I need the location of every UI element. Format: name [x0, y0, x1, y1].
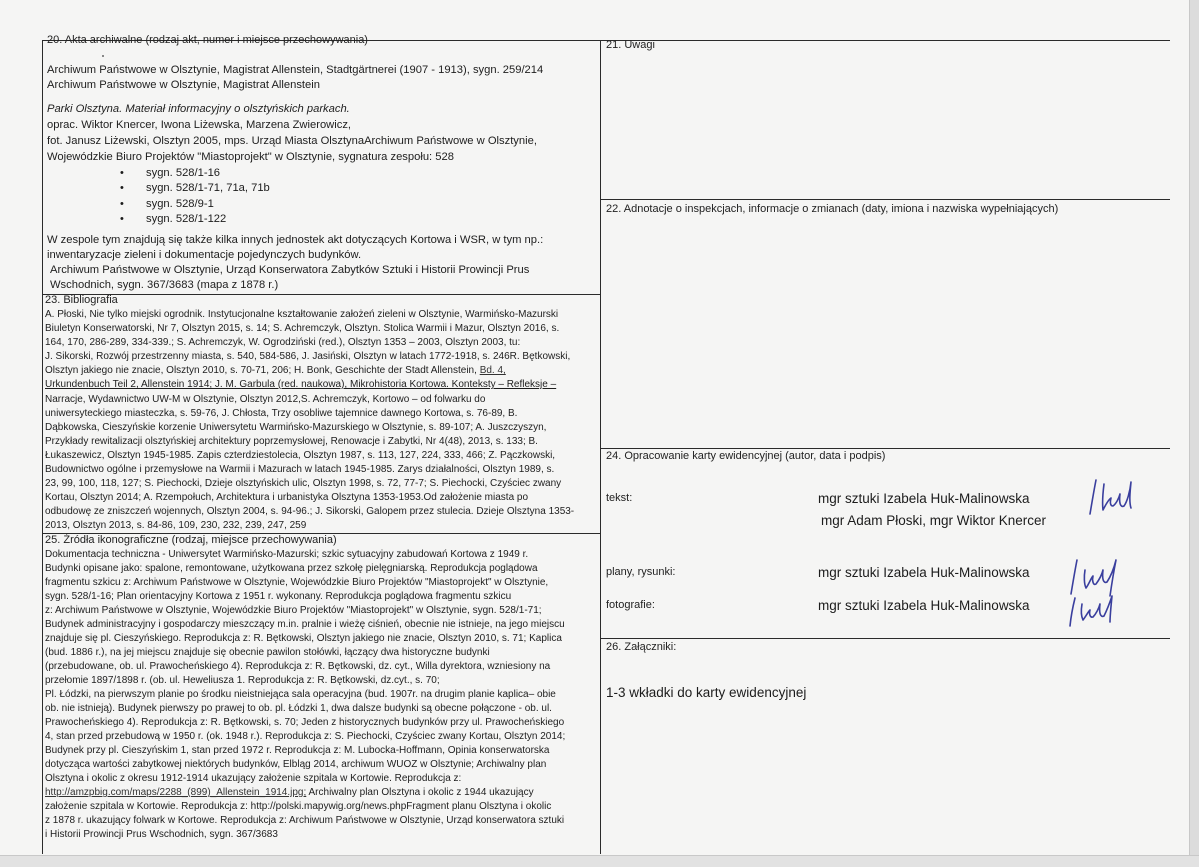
bibliography-line: Urkundenbuch Teil 2, Allenstein 1914; J. M. Garbula (red. naukowa), Mikrohistoria Kortowa. Konteksty – Refleksje – — [45, 379, 557, 390]
bibliography-line: uniwersyteckiego miasteczka, s. 59-76, J. Chłosta, Trzy osobliwe tajemnice dawnego Kortowa, s. 76-89, B. — [45, 408, 518, 419]
archive-tail-line-1: W zespole tym znajdują się także kilka innych jednostek akt dotyczących Kortowa i WSR, w tym np.: — [47, 234, 544, 246]
iconography-line: założenie szpitala w Kortowie. Reprodukcja z: http://polski.mapywig.org/news.phpFragment planu Olsztyna i okolic — [45, 801, 552, 812]
bibliography-line: odbudowę ze zniszczeń wojennych, Olsztyn 2004, s. 94-96.; J. Sikorski, Galopem przez stulecia. Dzieje Olsztyna 1353- — [45, 506, 575, 517]
signature-text — [1086, 476, 1136, 522]
iconography-line: Budynek administracyjny i gospodarczy mieszczący m.in. pralnie i wieżę ciśnień, obecnie nie istnieje, na jego miejscu — [45, 619, 565, 630]
iconography-line: Budynek przy pl. Cieszyńskim 1, stan przed 1972 r. Reprodukcja z: M. Lubocka-Hoffmann, Opinia konserwatorska — [45, 745, 550, 756]
iconography-line: Pl. Łódzki, na pierwszym planie po środku nieistniejąca sala operacyjna (bud. 1907r. na drugim planie kaplica– obie — [45, 689, 556, 700]
iconography-line: i Historii Prowincji Prus Wschodnich, sygn. 367/3683 — [45, 829, 278, 840]
section-21-header: 21. Uwagi — [606, 39, 655, 51]
bibliography-line: 164, 170, 286-289, 334-339.; S. Achremczyk, W. Ogrodziński (red.), Olsztyn 1353 – 2003, Olsztyn 2003, tu: — [45, 337, 521, 348]
scan-edge-right — [1189, 0, 1199, 866]
iconography-line: z 1878 r. ukazujący folwark w Kortowe. Reprodukcja z: Archiwum Państwowe w Olsztynie, Urząd konserwatora sztuki — [45, 815, 565, 826]
divider-22-24 — [600, 448, 1170, 449]
list-item: • sygn. 528/9-1 — [120, 197, 270, 212]
left-frame-line — [42, 40, 43, 854]
iconography-line: z: Archiwum Państwowe w Olsztynie, Wojewódzkie Biuro Projektów "Miastoprojekt" w Olsztynie, sygn. 528/1-71; — [45, 605, 542, 616]
bibliography-line — [45, 364, 506, 377]
archive-tail-line-2: inwentaryzacje zieleni i dokumentacje pojedynczych budynków. — [47, 249, 362, 261]
signature-photos — [1066, 592, 1118, 632]
bibliography-line: 2013, Olsztyn 2013, s. 84-86, 109, 230, 232, 239, 247, 259 — [45, 520, 307, 531]
bibliography-underlined-ref: Bd. 4, — [479, 365, 506, 376]
publication-line-2: fot. Janusz Liżewski, Olsztyn 2005, mps. Urząd Miasta OlsztynaArchiwum Państwowe w Olsztynie, — [47, 135, 537, 147]
list-item: • sygn. 528/1-71, 71a, 71b — [120, 181, 270, 196]
bibliography-line: Kortau, Olsztyn 2014; A. Rzempołuch, Architektura i urbanistyka Olsztyna 1353-1953.Od założenie miasta po — [45, 492, 529, 503]
iconography-line: Dokumentacja techniczna - Uniwersytet Warmińsko-Mazurski; szkic sytuacyjny zabudowań Kortowa z 1949 r. — [45, 549, 529, 560]
list-item: • sygn. 528/1-122 — [120, 212, 270, 227]
iconography-line: przełomie 1897/1898 r. (ob. ul. Heweliusza 1. Reprodukcja z: R. Bętkowski, dz.cyt., s. 70; — [45, 675, 440, 686]
iconography-line: sygn. 528/1-16; Plan orientacyjny Kortowa z 1951 r. wykonany. Reprodukcja poglądowa fragmentu szkicu — [45, 591, 512, 602]
section-22-header: 22. Adnotacje o inspekcjach, informacje o zmianach (daty, imiona i nazwiska wypełniających) — [606, 203, 1059, 215]
iconography-line: ob. nie istnieją). Budynek pierwszy po prawej to ob. pl. Łódzki 1, dwa dalsze budynki są obecne połączone - ob. ul. — [45, 703, 552, 714]
scan-edge-bottom — [0, 855, 1199, 867]
section-23-header: 23. Bibliografia — [45, 294, 118, 306]
bibliography-line: A. Płoski, Nie tylko miejski ogrodnik. Instytucjonalne kształtowanie założeń zieleni w Olsztynie, Warmińsko-Mazurski — [45, 309, 559, 320]
iconography-line: Budynki opisane jako: spalone, remontowane, użytkowana przez szkołę pielęgniarską. Reprodukcja poglądowa — [45, 563, 538, 574]
archive-line-2: Archiwum Państwowe w Olsztynie, Magistrat Allenstein — [47, 79, 320, 91]
archive-tail-line-4: Wschodnich, sygn. 367/3683 (mapa z 1878 r.) — [50, 279, 279, 291]
publication-title: Parki Olsztyna. Materiał informacyjny o olsztyńskich parkach. — [47, 103, 350, 115]
iconography-line: dotycząca wartości zabytkowej niektórych budynków, Elbląg 2014, archiwum WUOZ w Olsztynie; Archiwalny plan — [45, 759, 547, 770]
bibliography-line: J. Sikorski, Rozwój przestrzenny miasta, s. 540, 584-586, J. Jasiński, Olsztyn w latach 1772-1918, s. 246R. Bętkowski, — [45, 351, 571, 362]
iconography-line: fragmentu szkicu z: Archiwum Państwowe w Olsztynie, Wojewódzkie Biuro Projektów "Miastoprojekt" w Olsztynie, — [45, 577, 549, 588]
archive-tail-line-3: Archiwum Państwowe w Olsztynie, Urząd Konserwatora Zabytków Sztuki i Historii Prowincji Prus — [50, 264, 530, 276]
photos-label: fotografie: — [606, 599, 655, 611]
section-24-header: 24. Opracowanie karty ewidencyjnej (autor, data i podpis) — [606, 450, 886, 462]
iconography-line: (przebudowane, ob. ul. Prawocheńskiego 4). Reprodukcja z: R. Bętkowski, dz. cyt., Willa dyrektora, wzniesiony na — [45, 661, 551, 672]
section-25-title: 25. Źródła ikonograficzne — [45, 534, 169, 546]
iconography-line: 4, stan przed przebudową w 1950 r. (ok. 1948 r.). Reprodukcja z: S. Piechocki, Czyściec zwany Kortau, Olsztyn 2014; — [45, 731, 566, 742]
section-25-subtitle: (rodzaj, miejsce przechowywania) — [171, 534, 337, 546]
archive-line-1: Archiwum Państwowe w Olsztynie, Magistrat Allenstein, Stadtgärtnerei (1907 - 1913), sygn. 259/214 — [47, 64, 544, 76]
bibliography-text: Olsztyn jakiego nie znacie, Olsztyn 2010, s. 70-71, 206; H. Bonk, Geschichte der Stadt Allenstein, — [45, 365, 477, 376]
attachments-text: 1-3 wkładki do karty ewidencyjnej — [606, 685, 807, 700]
text-label: tekst: — [606, 492, 633, 504]
publication-line-1: oprac. Wiktor Knercer, Iwona Liżewska, Marzena Zwierowicz, — [47, 119, 352, 131]
bibliography-line: Łukaszewicz, Olsztyn 1945-1985. Zapis czterdziestolecia, Olsztyn 1987, s. 113, 127, 224, 333, 466; Z. Pączkowski, — [45, 450, 556, 461]
divider-21-22 — [600, 199, 1170, 200]
iconography-line: znajduje się pl. Cieszyńskiego. Reprodukcja z: R. Bętkowski, Olsztyn jakiego nie znacie, Olsztyn 2010, s. 71; Kaplica — [45, 633, 562, 644]
plans-label: plany, rysunki: — [606, 566, 676, 578]
section-25-header — [45, 534, 337, 547]
map-link[interactable]: http://amzpbig.com/maps/2288_(899)_Allenstein_1914.jpg; — [45, 787, 307, 798]
publication-line-3: Wojewódzkie Biuro Projektów "Miastoprojekt" w Olsztynie, sygnatura zespołu: 528 — [47, 151, 454, 163]
bibliography-line: 23, 99, 100, 118, 127; S. Piechocki, Dzieje olsztyńskich ulic, Olsztyn 1998, s. 72, 77-7; S. Piechocki, Czyściec zwany — [45, 478, 562, 489]
center-divider — [600, 40, 601, 854]
divider-24-26 — [600, 638, 1170, 639]
text-author-1: mgr sztuki Izabela Huk-Malinowska — [818, 491, 1030, 506]
iconography-line: Olsztyna i okolic z okresu 1912-1914 ukazujący założenie szpitala w Kortowie. Reprodukcja z: — [45, 773, 462, 784]
iconography-line: Prawocheńskiego 4). Reprodukcja z: R. Bętkowski, s. 70; Jeden z historycznych budynków przy ul. Prawocheńskiego — [45, 717, 565, 728]
bibliography-line: Dąbkowska, Cieszyńskie korzenie Uniwersytetu Warmińsko-Mazurskiego w Olsztynie, s. 89-107; A. Juszczyszyn, — [45, 422, 547, 433]
list-item: • sygn. 528/1-16 — [120, 166, 270, 181]
text-author-2: mgr Adam Płoski, mgr Wiktor Knercer — [821, 513, 1047, 528]
photos-author: mgr sztuki Izabela Huk-Malinowska — [818, 598, 1030, 613]
section-20-header: 20. Akta archiwalne (rodzaj akt, numer i miejsce przechowywania) — [47, 34, 368, 46]
bibliography-line: Budownictwo ogólne i przemysłowe na Warmii i Mazurach w latach 1945-1985. Zarys działalności, Olsztyn 1989, s. — [45, 464, 555, 475]
bibliography-line: Przykłady rewitalizacji olsztyńskiej architektury poprzemysłowej, Renowacje i Zabytki, Nr 4(48), 2013, s. 133; B. — [45, 436, 538, 447]
divider-20-23 — [42, 294, 600, 295]
stray-mark — [102, 55, 104, 57]
section-26-header: 26. Załączniki: — [606, 641, 677, 653]
iconography-text: Archiwalny plan Olsztyna i okolic z 1944 ukazujący — [308, 787, 534, 798]
plans-author: mgr sztuki Izabela Huk-Malinowska — [818, 565, 1030, 580]
signature-list — [120, 166, 270, 228]
iconography-line: (bud. 1886 r.), na jej miejscu znajduje się obecnie pawilon stołówki, łączący dwa historyczne budynki — [45, 647, 490, 658]
bibliography-line: Narracje, Wydawnictwo UW-M w Olsztynie, Olsztyn 2012,S. Achremczyk, Kortowo – od folwarku do — [45, 394, 486, 405]
iconography-line — [45, 786, 534, 799]
bibliography-line: Biuletyn Konserwatorski, Nr 7, Olsztyn 2015, s. 14; S. Achremczyk, Olsztyn. Stolica Warmii i Mazur, Olsztyn 2016, s. — [45, 323, 560, 334]
